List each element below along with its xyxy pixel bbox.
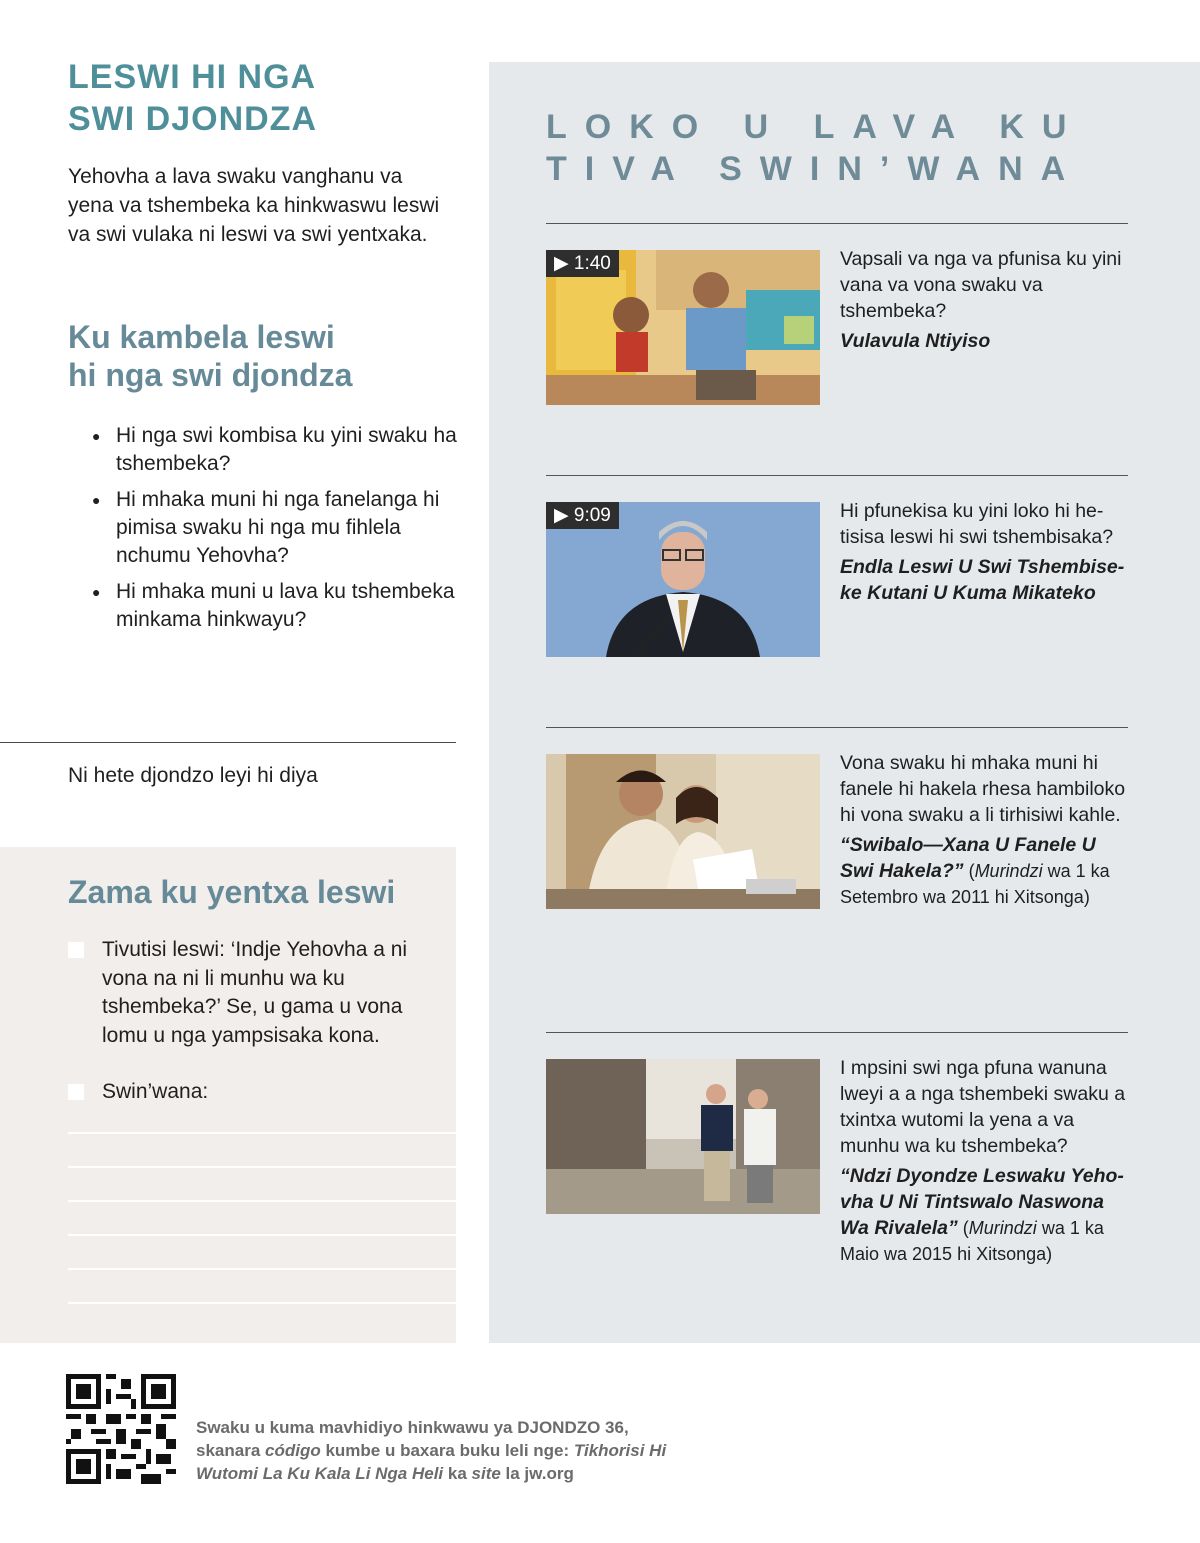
footer-site: site bbox=[471, 1464, 501, 1483]
footer-code: código bbox=[265, 1441, 321, 1460]
footer-part3: ka bbox=[443, 1464, 472, 1483]
try-item-other[interactable] bbox=[68, 1078, 440, 1107]
video-thumbnail-animated-father-son[interactable] bbox=[546, 250, 820, 405]
footer-part1: Swaku u kuma mavhidiyo hinkwawu ya DJONDZO 36, skanara bbox=[196, 1418, 629, 1460]
video-duration-badge: ▶ 1:40 bbox=[546, 250, 619, 277]
summary-title bbox=[68, 56, 317, 140]
qr-code-icon[interactable] bbox=[66, 1374, 176, 1484]
review-title-line1: Ku kambela leswi bbox=[68, 319, 335, 355]
image-couple-walking[interactable] bbox=[546, 1059, 820, 1214]
review-title-line2: hi nga swi djondza bbox=[68, 357, 353, 393]
article-reference: wa 1 ka Setembro wa 2011 hi Xitsonga) bbox=[840, 861, 1110, 907]
review-question: ● Hi mhaka muni u lava ku tshembeka minkama hinkwayu? bbox=[92, 578, 462, 634]
review-title bbox=[68, 318, 352, 394]
explore-source-link[interactable] bbox=[840, 832, 1130, 910]
write-line[interactable] bbox=[68, 1234, 456, 1236]
article-title: “Ndzi Dyondze Leswaku Yehovha U Ni Tintswalo Naswona Wa Rivalela” bbox=[840, 1165, 1124, 1239]
try-item-text: Swin’wana: bbox=[102, 1080, 209, 1103]
write-line[interactable] bbox=[68, 1200, 456, 1202]
magazine-name: Murindzi bbox=[968, 1218, 1037, 1238]
footer-note bbox=[196, 1416, 696, 1485]
write-line[interactable] bbox=[68, 1268, 456, 1270]
article-reference: wa 1 ka Maio wa 2015 hi Xitsonga) bbox=[840, 1218, 1104, 1264]
try-item[interactable] bbox=[68, 936, 440, 1050]
write-line[interactable] bbox=[68, 1302, 456, 1304]
review-question: ● Hi mhaka muni hi nga fanelanga hi pimisa swaku hi nga mu fihlela nchumu Yehovha? bbox=[92, 486, 462, 570]
video-thumbnail-speaker[interactable] bbox=[546, 502, 820, 657]
explore-question: Vapsali va nga va pfunisa ku yini vana va vona swaku va tshembeka? bbox=[840, 248, 1122, 322]
footer-part2: kumbe u baxara buku leli nge: bbox=[320, 1441, 574, 1460]
explore-item-text bbox=[840, 498, 1130, 606]
divider bbox=[546, 223, 1128, 224]
explore-title bbox=[546, 106, 1084, 190]
divider bbox=[546, 475, 1128, 476]
summary-title-line2: SWI DJONDZA bbox=[68, 100, 317, 138]
couple-walking-image bbox=[546, 1059, 820, 1214]
explore-item-text bbox=[840, 1055, 1130, 1267]
article-ref-open: ( bbox=[957, 1218, 969, 1238]
explore-question: I mpsini swi nga pfuna wanuna lweyi a a nga tshembeki swaku a txintxa wutomi la yena a va munhu wa ku tshembeka? bbox=[840, 1057, 1126, 1157]
article-title: “Swibalo—Xana U Fanele U Swi Hakela?” bbox=[840, 834, 1096, 882]
couple-paperwork-image bbox=[546, 754, 820, 909]
checkbox[interactable] bbox=[68, 942, 84, 958]
explore-item-text bbox=[840, 750, 1130, 910]
explore-title-line1: LOKO U LAVA KU bbox=[546, 108, 1085, 146]
explore-item-text bbox=[840, 246, 1130, 354]
review-question: ● Hi nga swi kombisa ku yini swaku ha tshembeka? bbox=[92, 422, 462, 478]
explore-question: Hi pfunekisa ku yini loko hi hetisisa leswi hi swi tshembisaka? bbox=[840, 500, 1114, 548]
magazine-name: Murindzi bbox=[974, 861, 1043, 881]
write-line[interactable] bbox=[68, 1132, 456, 1134]
explore-source-link[interactable]: Endla Leswi U Swi Tshembiseke Kutani U Kuma Mikateko bbox=[840, 556, 1125, 604]
divider bbox=[0, 742, 456, 743]
divider bbox=[546, 727, 1128, 728]
footer-part4[interactable]: la jw.org bbox=[500, 1464, 574, 1483]
completion-date-line: Ni hete djondzo leyi hi diya bbox=[68, 764, 318, 787]
video-duration-badge: ▶ 9:09 bbox=[546, 502, 619, 529]
write-line[interactable] bbox=[68, 1166, 456, 1168]
divider bbox=[546, 1032, 1128, 1033]
checkbox[interactable] bbox=[68, 1084, 84, 1100]
image-couple-paperwork[interactable] bbox=[546, 754, 820, 909]
article-ref-open: ( bbox=[963, 861, 975, 881]
summary-text: Yehovha a lava swaku vanghanu va yena va tshembeka ka hinkwaswu leswi va swi vulaka ni leswi va swi yentxaka. bbox=[68, 165, 440, 246]
explore-source-link[interactable]: Vulavula Ntiyiso bbox=[840, 330, 991, 352]
explore-title-line2: TIVA SWIN’WANA bbox=[546, 150, 1084, 188]
summary-title-line1: LESWI HI NGA bbox=[68, 58, 317, 96]
explore-question: Vona swaku hi mhaka muni hi fanele hi hakela rhesa hambiloko hi vona swaku a li tirhisiwi kahle. bbox=[840, 752, 1126, 826]
footer-book-title: Tikhorisi Hi Wutomi La Ku Kala Li Nga Heli bbox=[196, 1441, 667, 1483]
try-title: Zama ku yentxa leswi bbox=[68, 874, 396, 910]
try-item-text: Tivutisi leswi: ‘Indje Yehovha a ni vona na ni li munhu wa ku tshembeka?’ Se, u gama u vona lomu u nga yampsisaka kona. bbox=[102, 938, 408, 1047]
explore-source-link[interactable] bbox=[840, 1163, 1130, 1267]
review-questions bbox=[92, 422, 462, 642]
